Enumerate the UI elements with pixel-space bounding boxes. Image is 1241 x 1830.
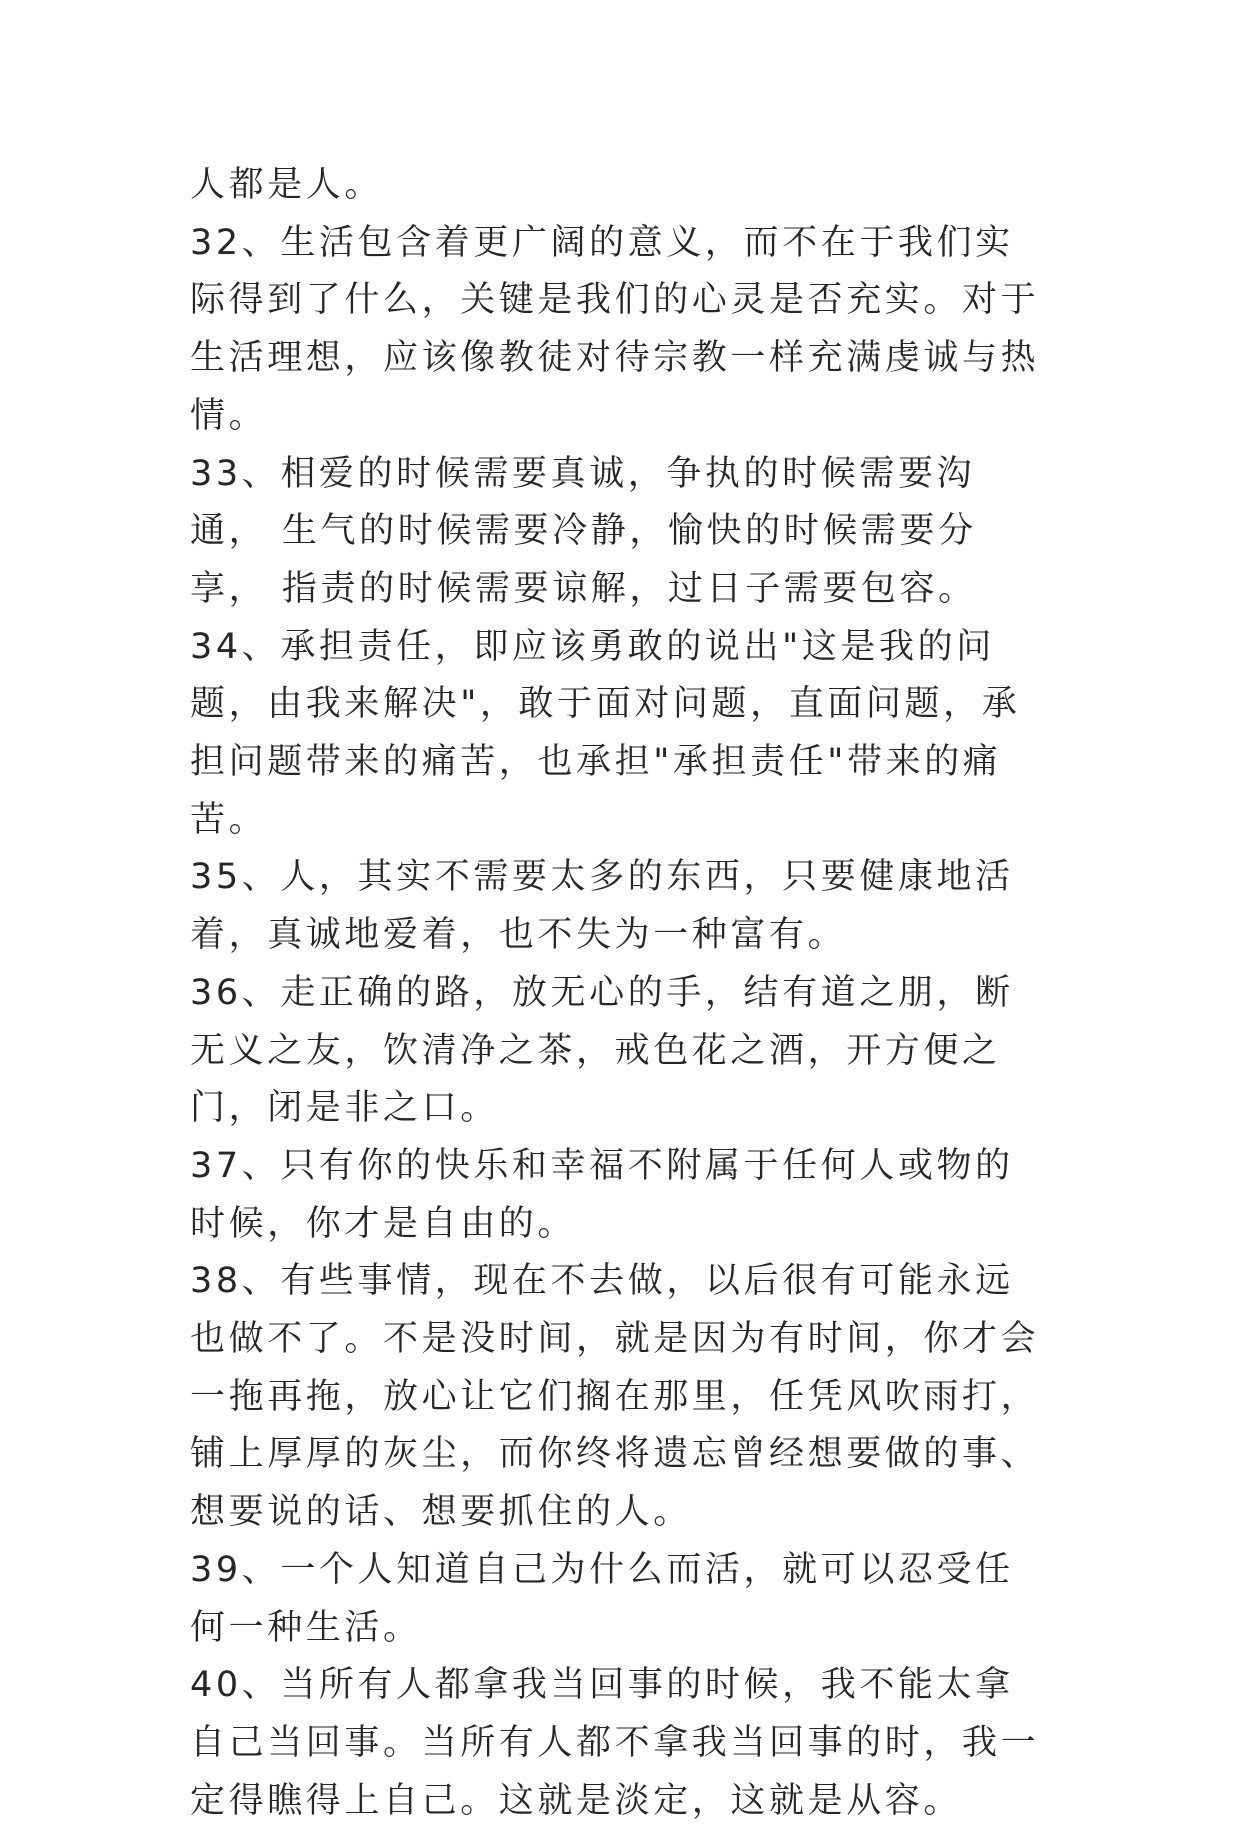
paragraph-37: 37、只有你的快乐和幸福不附属于任何人或物的时候，你才是自由的。 (190, 1145, 1014, 1244)
paragraph-36: 36、走正确的路，放无心的手，结有道之朋，断无义之友，饮清净之茶，戒色花之酒，开方便之门，闭是非之口。 (190, 972, 1014, 1129)
paragraph-38: 38、有些事情，现在不去做，以后很有可能永远也做不了。不是没时间，就是因为有时间，你才会一拖再拖，放心让它们搁在那里，任凭风吹雨打，铺上厚厚的灰尘，而你终将遗忘曾经想要做的事、想要说的话、想要抓住的人。 (190, 1261, 1040, 1533)
paragraph-40: 40、当所有人都拿我当回事的时候，我不能太拿自己当回事。当所有人都不拿我当回事的时，我一定得瞧得上自己。这就是淡定，这就是从容。 (190, 1665, 1040, 1821)
paragraph-34: 34、承担责任，即应该勇敢的说出"这是我的问题，由我来解决"，敢于面对问题，直面问题，承担问题带来的痛苦，也承担"承担责任"带来的痛苦。 (190, 626, 1021, 840)
paragraph-35: 35、人，其实不需要太多的东西，只要健康地活着，真诚地爱着，也不失为一种富有。 (190, 857, 1014, 956)
paragraph-33: 33、相爱的时候需要真诚，争执的时候需要沟通， 生气的时候需要冷静，愉快的时候需要分享， 指责的时候需要谅解，过日子需要包容。 (190, 453, 977, 609)
paragraph-continuation: 人都是人。 (190, 165, 384, 205)
document-body (190, 157, 1050, 1830)
paragraph-32: 32、生活包含着更广阔的意义，而不在于我们实际得到了什么，关键是我们的心灵是否充实。对于生活理想，应该像教徒对待宗教一样充满虔诚与热情。 (190, 222, 1040, 436)
paragraph-39: 39、一个人知道自己为什么而活，就可以忍受任何一种生活。 (190, 1549, 1014, 1648)
